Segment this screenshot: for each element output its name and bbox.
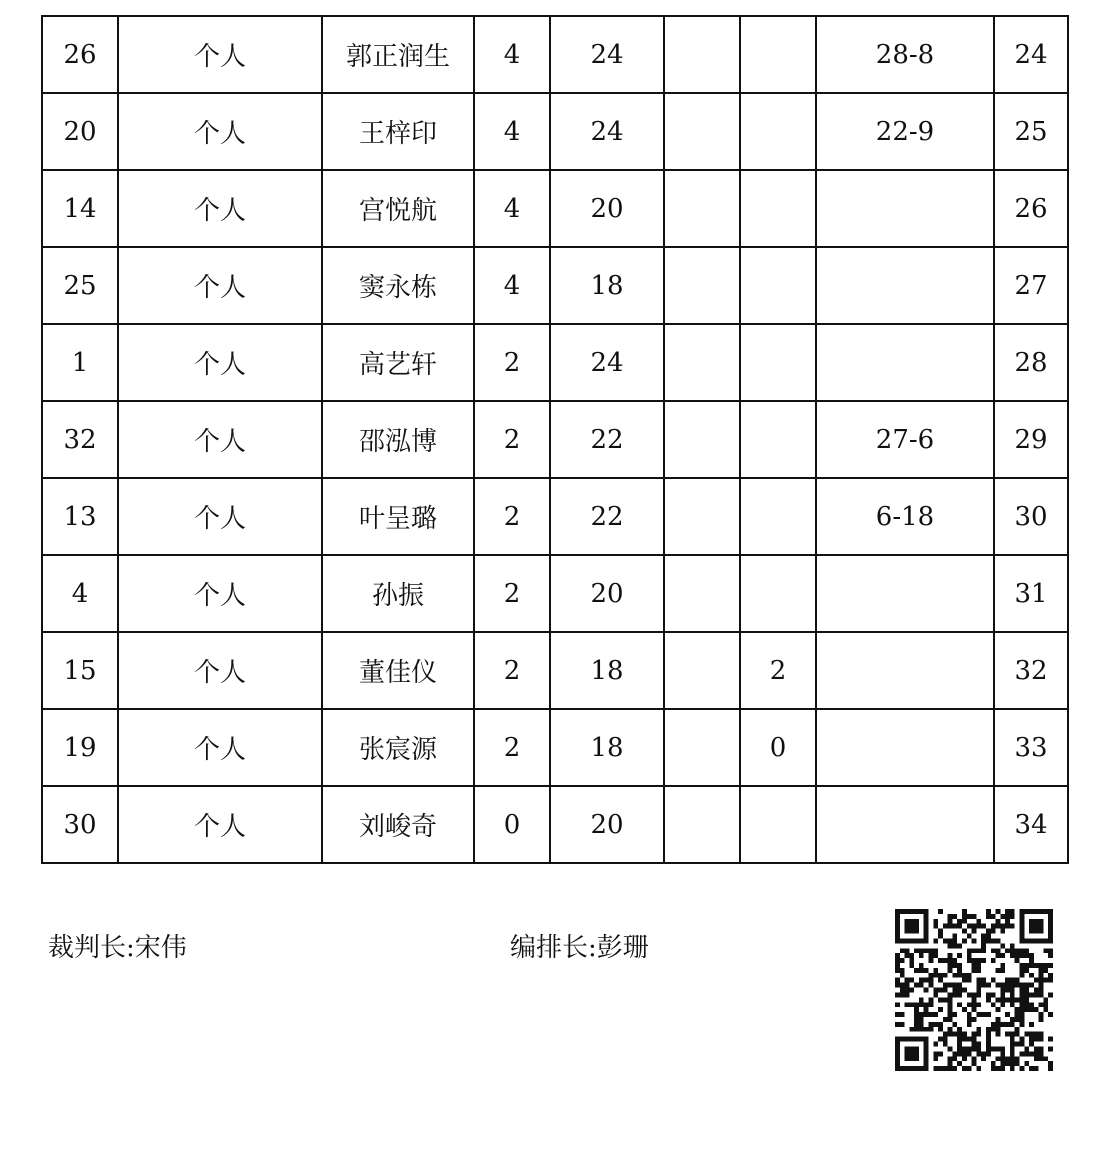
cell-number: 30 [42,786,118,863]
cell-points: 20 [550,786,664,863]
cell-tiebreak [816,170,994,247]
table-row [42,247,1068,324]
cell-col7 [740,247,816,324]
chief-arranger-label: 编排长:彭珊 [510,933,649,963]
cell-type: 个人 [118,786,322,863]
chief-referee-label: 裁判长:宋伟 [48,933,187,963]
cell-name: 董佳仪 [322,632,474,709]
cell-name: 高艺轩 [322,324,474,401]
cell-tiebreak: 28-8 [816,16,994,93]
cell-points: 20 [550,555,664,632]
cell-number: 32 [42,401,118,478]
qr-code-image [895,909,1053,1071]
cell-type: 个人 [118,555,322,632]
cell-score: 2 [474,632,550,709]
cell-tiebreak [816,709,994,786]
cell-col7 [740,555,816,632]
cell-score: 2 [474,478,550,555]
cell-name: 孙振 [322,555,474,632]
table-row [42,401,1068,478]
cell-number: 25 [42,247,118,324]
cell-name: 王梓印 [322,93,474,170]
cell-number: 13 [42,478,118,555]
cell-name: 郭正润生 [322,16,474,93]
cell-col7 [740,401,816,478]
cell-rank: 27 [994,247,1068,324]
cell-score: 2 [474,555,550,632]
cell-type: 个人 [118,16,322,93]
cell-rank: 29 [994,401,1068,478]
cell-col6 [664,632,740,709]
cell-col6 [664,555,740,632]
cell-name: 刘峻奇 [322,786,474,863]
table-row [42,709,1068,786]
cell-points: 18 [550,632,664,709]
cell-points: 20 [550,170,664,247]
cell-number: 19 [42,709,118,786]
cell-col7 [740,478,816,555]
cell-number: 26 [42,16,118,93]
cell-col6 [664,401,740,478]
cell-number: 1 [42,324,118,401]
cell-col7 [740,324,816,401]
cell-col6 [664,16,740,93]
cell-type: 个人 [118,478,322,555]
cell-tiebreak [816,555,994,632]
results-table [41,15,1069,864]
cell-type: 个人 [118,324,322,401]
cell-col6 [664,170,740,247]
cell-col7 [740,786,816,863]
cell-points: 24 [550,16,664,93]
cell-type: 个人 [118,632,322,709]
table-row [42,170,1068,247]
cell-tiebreak [816,247,994,324]
cell-col7: 0 [740,709,816,786]
cell-rank: 24 [994,16,1068,93]
cell-tiebreak [816,632,994,709]
cell-points: 24 [550,324,664,401]
cell-rank: 31 [994,555,1068,632]
cell-name: 叶呈璐 [322,478,474,555]
cell-type: 个人 [118,709,322,786]
cell-score: 4 [474,93,550,170]
cell-rank: 25 [994,93,1068,170]
table-row [42,16,1068,93]
cell-col6 [664,324,740,401]
table-row [42,93,1068,170]
cell-score: 2 [474,401,550,478]
cell-name: 邵泓博 [322,401,474,478]
cell-points: 24 [550,93,664,170]
cell-col6 [664,247,740,324]
cell-tiebreak [816,786,994,863]
cell-score: 4 [474,16,550,93]
table-row [42,632,1068,709]
cell-points: 18 [550,709,664,786]
cell-score: 2 [474,324,550,401]
cell-rank: 30 [994,478,1068,555]
cell-rank: 28 [994,324,1068,401]
cell-col6 [664,786,740,863]
table-row [42,786,1068,863]
table-row [42,478,1068,555]
cell-type: 个人 [118,93,322,170]
cell-rank: 32 [994,632,1068,709]
cell-name: 张宸源 [322,709,474,786]
cell-col7 [740,93,816,170]
cell-rank: 34 [994,786,1068,863]
cell-number: 20 [42,93,118,170]
cell-score: 4 [474,170,550,247]
cell-points: 22 [550,478,664,555]
cell-col7: 2 [740,632,816,709]
cell-score: 4 [474,247,550,324]
cell-col6 [664,93,740,170]
cell-number: 14 [42,170,118,247]
table-row [42,324,1068,401]
table-row [42,555,1068,632]
cell-name: 窦永栋 [322,247,474,324]
cell-rank: 26 [994,170,1068,247]
cell-col7 [740,170,816,247]
cell-rank: 33 [994,709,1068,786]
cell-col6 [664,709,740,786]
cell-name: 宫悦航 [322,170,474,247]
cell-type: 个人 [118,401,322,478]
cell-tiebreak: 27-6 [816,401,994,478]
cell-tiebreak [816,324,994,401]
cell-type: 个人 [118,170,322,247]
cell-points: 22 [550,401,664,478]
cell-score: 2 [474,709,550,786]
cell-number: 4 [42,555,118,632]
cell-score: 0 [474,786,550,863]
cell-type: 个人 [118,247,322,324]
table-body [42,16,1068,863]
cell-col6 [664,478,740,555]
cell-col7 [740,16,816,93]
cell-tiebreak: 6-18 [816,478,994,555]
cell-number: 15 [42,632,118,709]
cell-points: 18 [550,247,664,324]
cell-tiebreak: 22-9 [816,93,994,170]
